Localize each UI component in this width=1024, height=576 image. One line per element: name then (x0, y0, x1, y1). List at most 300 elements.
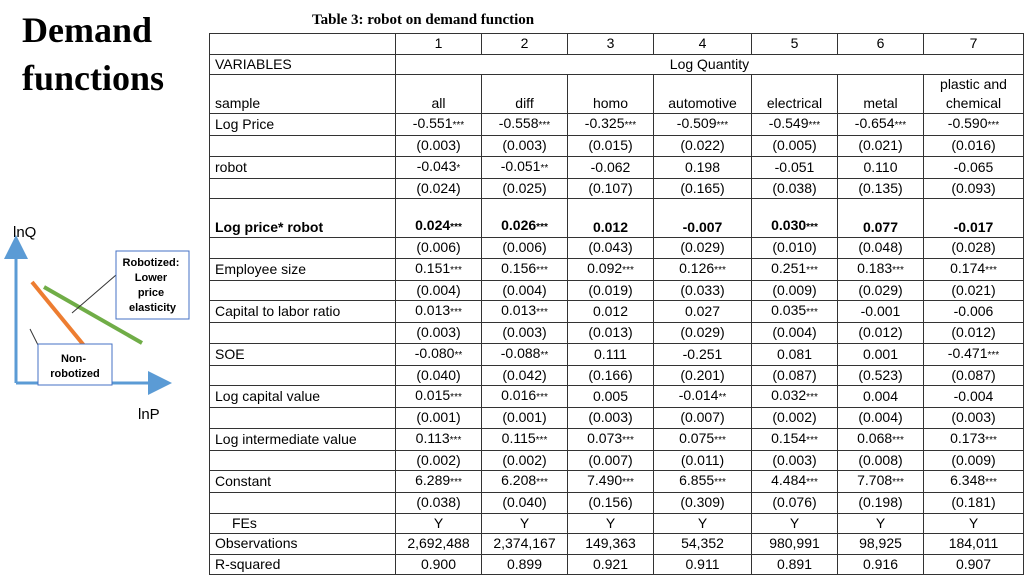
significance-stars: *** (450, 264, 462, 276)
variable-label: Constant (210, 471, 396, 493)
robotized-label-line-3: price (137, 287, 165, 299)
standard-error: (0.003) (396, 136, 482, 157)
coef-value: -0.088 (500, 344, 541, 361)
standard-error: (0.006) (482, 238, 568, 259)
significance-stars: *** (806, 477, 818, 488)
observations-value: 2,374,167 (482, 534, 568, 555)
sample-name: all (396, 75, 482, 114)
standard-error: (0.010) (752, 238, 838, 259)
variable-label: Log intermediate value (210, 428, 396, 450)
significance-stars: *** (452, 120, 465, 131)
coef-value: 0.005 (592, 388, 629, 404)
standard-error: (0.007) (568, 450, 654, 471)
coef-cell (568, 199, 654, 238)
coef-cell (568, 386, 654, 408)
standard-error: (0.002) (482, 450, 568, 471)
standard-error: (0.016) (924, 136, 1024, 157)
coef-value: 0.081 (776, 345, 813, 362)
coef-value: 6.208 (501, 472, 537, 488)
coef-row (210, 471, 1024, 493)
r-squared-value: 0.900 (396, 554, 482, 575)
standard-error: (0.028) (924, 238, 1024, 259)
empty-cell (210, 34, 396, 55)
regression-table-body (210, 34, 1024, 575)
demand-elasticity-diagram (0, 215, 210, 430)
r-squared-value: 0.907 (924, 554, 1024, 575)
coef-cell (838, 301, 924, 323)
significance-stars: ** (718, 392, 727, 403)
standard-error: (0.166) (568, 365, 654, 386)
dependent-variable: Log Quantity (396, 54, 1024, 75)
coef-value: 0.035 (771, 302, 807, 318)
coef-value: 0.111 (594, 345, 627, 362)
coef-cell (568, 114, 654, 136)
coef-row (210, 386, 1024, 408)
standard-error: (0.029) (838, 280, 924, 301)
standard-error: (0.004) (396, 280, 482, 301)
column-number: 7 (924, 34, 1024, 55)
significance-stars: *** (892, 477, 904, 488)
coef-cell (482, 114, 568, 136)
coef-cell (396, 156, 482, 178)
variable-label: Capital to labor ratio (210, 301, 396, 323)
coef-cell (482, 258, 568, 280)
standard-error: (0.040) (482, 493, 568, 514)
coef-value: 0.032 (771, 387, 807, 403)
standard-error: (0.040) (396, 365, 482, 386)
coef-cell (568, 343, 654, 365)
slide-title: Demand functions (22, 10, 165, 98)
standard-error: (0.042) (482, 365, 568, 386)
coef-cell (654, 343, 752, 365)
empty-cell (210, 323, 396, 344)
coef-cell (752, 114, 838, 136)
standard-error: (0.001) (482, 408, 568, 429)
coef-value: 0.026 (501, 217, 537, 233)
r-squared-value: 0.916 (838, 554, 924, 575)
se-row (210, 323, 1024, 344)
r-squared-row (210, 554, 1024, 575)
coef-cell (396, 301, 482, 323)
coef-value: 7.490 (587, 472, 623, 488)
coef-cell (654, 471, 752, 493)
significance-stars: ** (454, 349, 463, 361)
coef-row (210, 428, 1024, 450)
coef-cell (482, 386, 568, 408)
coef-cell (924, 301, 1024, 323)
coef-row (210, 199, 1024, 238)
coef-cell (396, 258, 482, 280)
coef-value: 0.173 (950, 429, 986, 446)
fes-value: Y (752, 513, 838, 534)
column-number: 4 (654, 34, 752, 55)
r-squared-label: R-squared (210, 554, 396, 575)
significance-stars: ** (540, 162, 549, 174)
coef-row (210, 156, 1024, 178)
robotized-label-line-4: elasticity (128, 302, 177, 314)
standard-error: (0.201) (654, 365, 752, 386)
coef-value: -0.590 (947, 115, 988, 131)
column-number: 5 (752, 34, 838, 55)
observations-value: 54,352 (654, 534, 752, 555)
regression-table (209, 33, 1024, 575)
coef-cell (396, 199, 482, 238)
significance-stars: *** (987, 349, 1000, 361)
non-robotized-label-line-1: Non- (60, 353, 86, 365)
standard-error: (0.011) (654, 450, 752, 471)
observations-row (210, 534, 1024, 555)
coef-value: -0.549 (768, 115, 809, 131)
coef-cell (396, 114, 482, 136)
coef-cell (752, 386, 838, 408)
coef-cell (568, 258, 654, 280)
coef-value: -0.017 (953, 219, 994, 235)
standard-error: (0.043) (568, 238, 654, 259)
non-robotized-label-line-2: robotized (50, 368, 100, 380)
r-squared-value: 0.891 (752, 554, 838, 575)
coef-value: 6.855 (679, 472, 715, 488)
coef-value: -0.051 (774, 158, 815, 175)
variable-label: Log price* robot (210, 199, 396, 238)
standard-error: (0.135) (838, 178, 924, 199)
coef-value: -0.325 (584, 115, 625, 131)
fes-value: Y (654, 513, 752, 534)
coef-cell (482, 471, 568, 493)
standard-error: (0.033) (654, 280, 752, 301)
coef-value: -0.006 (953, 303, 994, 319)
coef-value: -0.065 (953, 158, 994, 175)
coef-value: 0.174 (950, 259, 986, 276)
variable-label: SOE (210, 343, 396, 365)
standard-error: (0.009) (924, 450, 1024, 471)
standard-error: (0.025) (482, 178, 568, 199)
coef-row (210, 258, 1024, 280)
significance-stars: *** (806, 264, 818, 276)
coef-value: -0.014 (678, 387, 719, 403)
significance-stars: *** (714, 434, 726, 446)
standard-error: (0.004) (752, 323, 838, 344)
standard-error: (0.021) (838, 136, 924, 157)
standard-error: (0.107) (568, 178, 654, 199)
x-axis-label: lnP (138, 406, 160, 423)
coef-cell (396, 343, 482, 365)
observations-label: Observations (210, 534, 396, 555)
coef-value: 0.092 (587, 259, 623, 276)
coef-value: 0.068 (857, 429, 893, 446)
standard-error: (0.003) (482, 323, 568, 344)
standard-error: (0.013) (568, 323, 654, 344)
coef-value: 7.708 (857, 472, 893, 488)
variable-label: robot (210, 156, 396, 178)
standard-error: (0.001) (396, 408, 482, 429)
standard-error: (0.015) (568, 136, 654, 157)
coef-cell (838, 156, 924, 178)
standard-error: (0.006) (396, 238, 482, 259)
se-row (210, 408, 1024, 429)
significance-stars: *** (622, 477, 634, 488)
column-number: 1 (396, 34, 482, 55)
variables-label: VARIABLES (210, 54, 396, 75)
coef-value: -0.251 (682, 345, 723, 362)
significance-stars: *** (450, 392, 462, 403)
significance-stars: *** (538, 120, 551, 131)
significance-stars: *** (450, 307, 462, 318)
coef-value: 0.001 (862, 345, 899, 362)
standard-error: (0.003) (482, 136, 568, 157)
standard-error: (0.003) (924, 408, 1024, 429)
standard-error: (0.087) (752, 365, 838, 386)
coef-value: 0.030 (771, 217, 807, 233)
fes-value: Y (482, 513, 568, 534)
coef-value: -0.043 (416, 157, 457, 174)
coef-cell (654, 301, 752, 323)
coef-cell (838, 199, 924, 238)
coef-cell (924, 471, 1024, 493)
fes-value: Y (838, 513, 924, 534)
standard-error: (0.004) (838, 408, 924, 429)
significance-stars: *** (536, 392, 548, 403)
coef-value: -0.062 (590, 158, 631, 175)
significance-stars: *** (622, 434, 634, 446)
coef-value: 6.348 (950, 472, 986, 488)
coef-cell (568, 156, 654, 178)
coef-cell (482, 428, 568, 450)
significance-stars: *** (892, 264, 904, 276)
coef-cell (838, 258, 924, 280)
coef-cell (752, 428, 838, 450)
observations-value: 980,991 (752, 534, 838, 555)
coef-value: 0.110 (863, 158, 898, 175)
fes-value: Y (396, 513, 482, 534)
observations-value: 149,363 (568, 534, 654, 555)
sample-name: diff (482, 75, 568, 114)
standard-error: (0.003) (752, 450, 838, 471)
fes-row (210, 513, 1024, 534)
se-row (210, 280, 1024, 301)
coef-value: 0.016 (501, 387, 537, 403)
coef-value: 0.012 (592, 219, 629, 235)
empty-cell (210, 450, 396, 471)
sample-name: homo (568, 75, 654, 114)
coef-value: 0.151 (415, 259, 451, 276)
coef-value: -0.509 (676, 115, 717, 131)
coef-cell (752, 301, 838, 323)
se-row (210, 365, 1024, 386)
standard-error: (0.003) (568, 408, 654, 429)
significance-stars: *** (716, 120, 729, 131)
coef-cell (482, 156, 568, 178)
standard-error: (0.165) (654, 178, 752, 199)
variable-label: Log Price (210, 114, 396, 136)
coef-cell (482, 199, 568, 238)
coef-cell (396, 471, 482, 493)
coef-value: 0.198 (684, 158, 721, 175)
coef-value: 0.075 (679, 429, 715, 446)
empty-cell (210, 238, 396, 259)
coef-row (210, 343, 1024, 365)
coef-cell (654, 428, 752, 450)
robotized-label-line-1: Robotized: (122, 257, 180, 269)
coef-value: -0.001 (860, 303, 901, 319)
significance-stars: *** (808, 120, 821, 131)
coef-value: -0.551 (412, 115, 453, 131)
se-row (210, 493, 1024, 514)
sample-name: automotive (654, 75, 752, 114)
significance-stars: *** (987, 120, 1000, 131)
significance-stars: *** (892, 434, 904, 446)
standard-error: (0.523) (838, 365, 924, 386)
robotized-label-line-2: Lower (134, 272, 168, 284)
standard-error: (0.021) (924, 280, 1024, 301)
sample-name: plastic and chemical (924, 75, 1024, 114)
standard-error: (0.076) (752, 493, 838, 514)
standard-error: (0.029) (654, 323, 752, 344)
se-row (210, 450, 1024, 471)
coef-value: 0.004 (862, 388, 899, 404)
coef-cell (924, 199, 1024, 238)
standard-error: (0.004) (482, 280, 568, 301)
coef-cell (482, 343, 568, 365)
coef-value: 0.126 (679, 259, 715, 276)
coef-cell (568, 301, 654, 323)
coef-cell (838, 386, 924, 408)
significance-stars: *** (536, 222, 548, 233)
standard-error: (0.002) (752, 408, 838, 429)
significance-stars: *** (450, 477, 462, 488)
significance-stars: *** (806, 392, 818, 403)
significance-stars: *** (714, 264, 726, 276)
sample-name: electrical (752, 75, 838, 114)
sample-name: metal (838, 75, 924, 114)
significance-stars: *** (806, 307, 818, 318)
standard-error: (0.008) (838, 450, 924, 471)
coef-cell (654, 156, 752, 178)
coef-cell (654, 199, 752, 238)
standard-error: (0.309) (654, 493, 752, 514)
coef-cell (924, 114, 1024, 136)
standard-error: (0.029) (654, 238, 752, 259)
standard-error: (0.181) (924, 493, 1024, 514)
coef-cell (752, 199, 838, 238)
coef-value: -0.080 (414, 344, 455, 361)
coef-value: 0.024 (415, 217, 451, 233)
coef-cell (924, 343, 1024, 365)
coef-cell (752, 343, 838, 365)
coef-row (210, 301, 1024, 323)
fes-value: Y (568, 513, 654, 534)
coef-value: -0.471 (947, 344, 988, 361)
table-caption: Table 3: robot on demand function (312, 12, 535, 28)
coef-cell (924, 386, 1024, 408)
standard-error: (0.198) (838, 493, 924, 514)
standard-error: (0.007) (654, 408, 752, 429)
significance-stars: *** (806, 222, 818, 233)
coef-cell (838, 471, 924, 493)
empty-cell (210, 178, 396, 199)
column-number-row (210, 34, 1024, 55)
empty-cell (210, 493, 396, 514)
coef-value: 6.289 (415, 472, 451, 488)
coef-cell (568, 428, 654, 450)
significance-stars: *** (450, 222, 462, 233)
se-row (210, 238, 1024, 259)
empty-cell (210, 280, 396, 301)
significance-stars: *** (449, 434, 462, 446)
r-squared-value: 0.911 (654, 554, 752, 575)
empty-cell (210, 136, 396, 157)
standard-error: (0.003) (396, 323, 482, 344)
coef-cell (752, 471, 838, 493)
standard-error: (0.038) (396, 493, 482, 514)
empty-cell (210, 365, 396, 386)
y-axis-label: lnQ (13, 224, 37, 241)
standard-error: (0.022) (654, 136, 752, 157)
r-squared-value: 0.899 (482, 554, 568, 575)
significance-stars: *** (985, 477, 997, 488)
coef-value: 4.484 (771, 472, 807, 488)
variables-row (210, 54, 1024, 75)
variable-label: Employee size (210, 258, 396, 280)
empty-cell (210, 408, 396, 429)
non-robotized-callout-pointer (30, 329, 38, 345)
se-row (210, 136, 1024, 157)
coef-cell (482, 301, 568, 323)
sample-label: sample (210, 75, 396, 114)
coef-cell (838, 343, 924, 365)
coef-value: 0.013 (415, 302, 451, 318)
standard-error: (0.087) (924, 365, 1024, 386)
coef-cell (924, 156, 1024, 178)
coef-cell (654, 386, 752, 408)
standard-error: (0.024) (396, 178, 482, 199)
significance-stars: *** (536, 264, 548, 276)
column-number: 6 (838, 34, 924, 55)
coef-cell (838, 114, 924, 136)
observations-value: 184,011 (924, 534, 1024, 555)
coef-value: 0.015 (415, 387, 451, 403)
significance-stars: * (456, 162, 461, 174)
standard-error: (0.012) (924, 323, 1024, 344)
coef-value: -0.004 (953, 388, 994, 404)
coef-value: -0.007 (682, 219, 723, 235)
significance-stars: *** (535, 434, 548, 446)
standard-error: (0.002) (396, 450, 482, 471)
significance-stars: *** (985, 434, 997, 446)
coef-value: 0.013 (501, 302, 537, 318)
significance-stars: *** (714, 477, 726, 488)
coef-row (210, 114, 1024, 136)
significance-stars: *** (894, 120, 907, 131)
coef-value: 0.251 (771, 259, 807, 276)
coef-cell (654, 114, 752, 136)
coef-cell (752, 258, 838, 280)
standard-error: (0.019) (568, 280, 654, 301)
coef-value: 0.027 (684, 303, 721, 319)
standard-error: (0.093) (924, 178, 1024, 199)
robotized-callout-pointer (72, 275, 116, 313)
coef-cell (924, 258, 1024, 280)
coef-value: 0.154 (771, 429, 807, 446)
significance-stars: *** (536, 477, 548, 488)
coef-cell (752, 156, 838, 178)
coef-cell (924, 428, 1024, 450)
observations-value: 98,925 (838, 534, 924, 555)
standard-error: (0.005) (752, 136, 838, 157)
coef-value: 0.156 (501, 259, 537, 276)
significance-stars: *** (985, 264, 997, 276)
column-number: 3 (568, 34, 654, 55)
significance-stars: *** (536, 307, 548, 318)
